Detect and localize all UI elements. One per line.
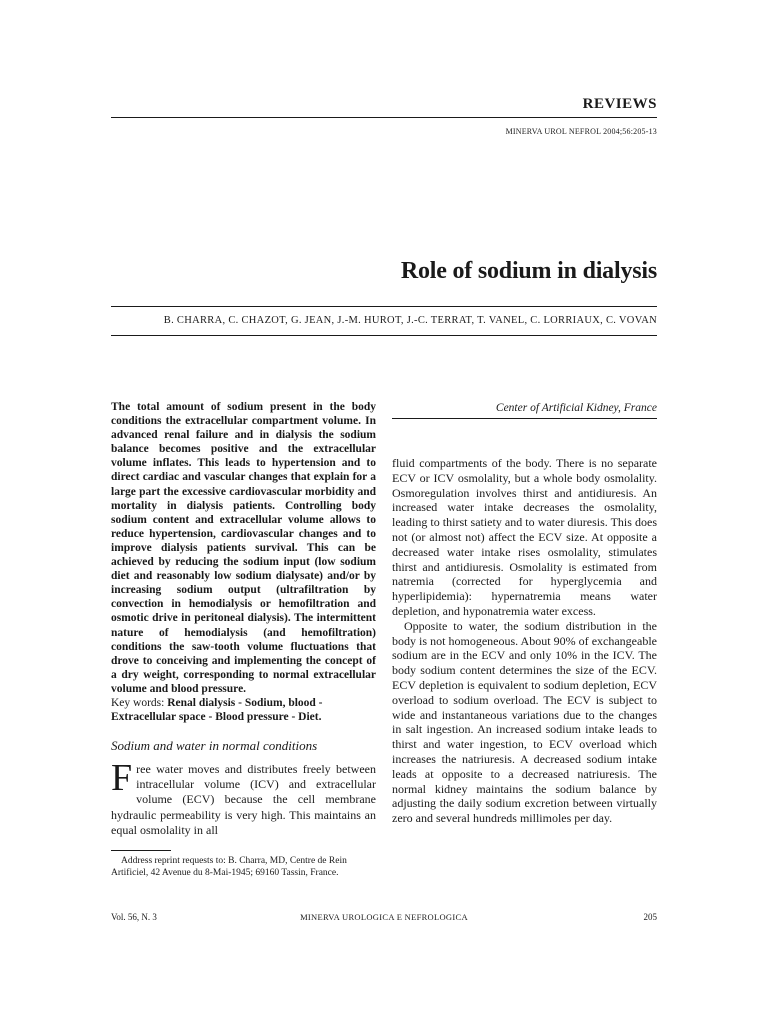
affiliation: Center of Artificial Kidney, France [495, 402, 657, 414]
keywords-terms: Renal dialysis - Sodium, blood - Extracellular space - Blood pressure - Diet. [111, 696, 323, 724]
footnote-rule [111, 850, 171, 851]
journal-reference: MINERVA UROL NEFROL 2004;56:205-13 [505, 127, 657, 136]
section-label: REVIEWS [582, 96, 657, 112]
footer-journal: MINERVA UROLOGICA E NEFROLOGICA [300, 912, 468, 922]
drop-cap: F [111, 757, 133, 799]
article-title: Role of sodium in dialysis [400, 258, 657, 284]
right-column [392, 456, 657, 826]
section-heading: Sodium and water in normal conditions [111, 738, 318, 753]
keywords-label: Key words: [111, 696, 165, 709]
body-paragraph-2: Opposite to water, the sodium distribution in the body is not homogeneous. About 90% of exchangeable sodium are in the ECV and only 10% in the ICV. The body sodium content determines the size of the ECV. ECV depletion is equivalent to sodium depletion, ECV overload to sodium overload. The ECV is subject to wide and instantaneous variations due to the changes in salt ingestion. An increased sodium intake leads to thirst and water ingestion, to ECV overload which increases the natriuresis. A decreased sodium intake leads at opposite to a decreased natriuresis. The normal kidney maintains the sodium balance by adjusting the daily sodium excretion between virtually zero and several hundreds millimoles per day. [392, 618, 657, 826]
left-column [111, 400, 376, 724]
title-rule [111, 306, 657, 307]
keywords [111, 696, 376, 724]
abstract: The total amount of sodium present in the body conditions the extracellular compartment volume. In advanced renal failure and in dialysis the sodium balance becomes positive and the extracellular volume inflates. This leads to hypertension and to direct cardiac and vascular changes that explain for a large part the excessive cardiovascular morbidity and mortality in dialysis patients. Controlling body sodium content and extracellular volume allows to reduce hypertension, cardiovascular changes and to improve dialysis patients survival. This can be achieved by reducing the sodium input (low sodium diet and reasonably low sodium dialysate) and/or by increasing sodium output (ultrafiltration by convection in hemodialysis or hemofiltration and osmotic drive in peritoneal dialysis). The intermittent nature of hemodialysis (and hemofiltration) conditions the saw-tooth volume fluctuations that drove to conceiving and implementing the concept of a dry weight, corresponding to normal extracellular volume and blood pressure. [111, 401, 376, 695]
footer-volume: Vol. 56, N. 3 [111, 912, 157, 922]
footnote: Address reprint requests to: B. Charra, MD, Centre de Rein Artificiel, 42 Avenue du 8-Mai-1945; 69160 Tassin, France. [111, 856, 347, 878]
header-rule [111, 117, 657, 118]
page-number: 205 [643, 912, 657, 922]
author-list: B. CHARRA, C. CHAZOT, G. JEAN, J.-M. HUROT, J.-C. TERRAT, T. VANEL, C. LORRIAUX, C. VOVAN [163, 315, 657, 326]
body-paragraph-1: fluid compartments of the body. There is no separate ECV or ICV osmolality, but a whole body osmolality. Osmoregulation involves thirst and antidiuresis. An increased water intake decreases the osmolality, leading to thirst satiety and to water diuresis. This does not (or almost not) affect the ECV size. At opposite a decreased water intake rises osmolality, stimulates thirst and antidiuresis. Osmolality is estimated from natremia (corrected for hyperglycemia and hyperlipidemia): hypernatremia means water depletion, and hyponatremia water excess. [392, 456, 657, 618]
affiliation-rule [392, 418, 657, 419]
intro-text: ree water moves and distributes freely between intracellular volume (ICV) and extracellular volume (ECV) because the cell membrane hydraulic permeability is very high. This maintains an equal osmolality in all [111, 762, 376, 837]
authors-rule [111, 335, 657, 336]
intro-paragraph [111, 757, 376, 838]
